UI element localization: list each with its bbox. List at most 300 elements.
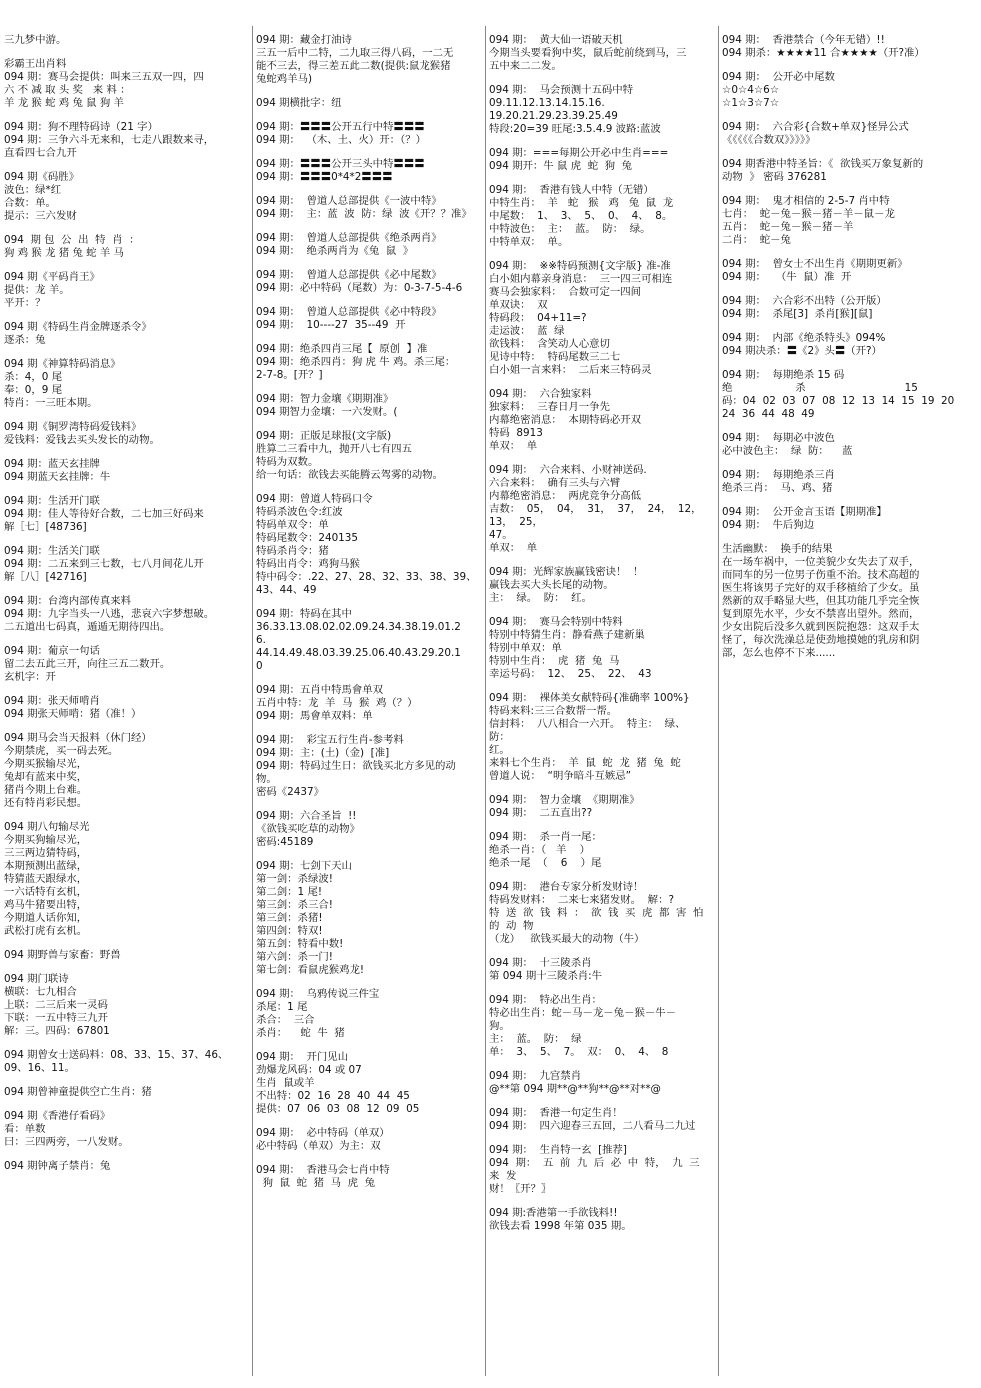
text-line: 094 期： 曾道人总部提供《必中特段》 [256, 306, 442, 318]
text-line: 094 期开：牛 鼠 虎 蛇 狗 兔 [489, 160, 633, 172]
text-line: 094 期《码胜》 [4, 171, 80, 183]
text-line: 094 期： 四六迎春三五回，二八看马二九过 [489, 1120, 696, 1132]
text-line: 兔蛇鸡羊马) [256, 73, 313, 85]
text-block [256, 988, 479, 1040]
text-line: 094 期：蓝天玄挂牌 [4, 458, 100, 470]
text-line: 094 期《神算特码消息》 [4, 358, 121, 370]
text-line: 不出特：02 16 28 40 44 45 [256, 1090, 410, 1102]
text-line: 密码:45189 [256, 836, 314, 848]
text-line: 第一剑：杀绿波! [256, 873, 333, 885]
text-block [4, 121, 246, 160]
text-block [722, 469, 977, 495]
text-block [489, 794, 712, 820]
text-line: 《《《《《合数双》》》》》 [722, 134, 816, 146]
text-line: 今期禁虎，买一码去死。 [4, 745, 119, 757]
text-line: 密码《2437》 [256, 786, 325, 798]
text-line: 094 期： 每期绝杀三肖 [722, 469, 835, 481]
text-line: 094 期钟离子禁肖：兔 [4, 1160, 111, 1172]
text-line: 特中码令：.22、27、28、32、33、38、39、 [256, 571, 477, 583]
text-line: 094 期： ※※特码预测{文字版} 准-准 [489, 260, 671, 272]
text-line: 特码杀肖令：猪 [256, 545, 329, 557]
text-line: 094 期：七剑下天山 [256, 860, 352, 872]
text-line: 中特生肖： 羊 蛇 猴 鸡 兔 鼠 龙 [489, 197, 674, 209]
text-line: （龙） 欲钱买最大的动物（牛） [489, 933, 645, 945]
text-line: 094 期横批字：纽 [256, 97, 342, 109]
text-line: 09.11.12.13.14.15.16. [489, 97, 605, 109]
text-line: 复到原先水平，少女不禁喜出望外。然而， [722, 608, 920, 620]
text-block [256, 97, 479, 110]
text-line: 094 期：六合圣旨 !! [256, 810, 357, 822]
text-line: 094 期：光辉家族赢钱密诀！ ！ [489, 566, 644, 578]
text-block [722, 332, 977, 358]
text-block [4, 1086, 246, 1099]
text-block [4, 171, 246, 223]
text-line: 兔却有蓝来中奖， [4, 771, 88, 783]
text-line: 特段:20=39 旺尾:3.5.4.9 波路:蓝波 [489, 123, 661, 135]
text-block [4, 545, 246, 584]
text-line: 特码 8913 [489, 427, 543, 439]
text-line: 094 期： 裸体美女献特码{准确率 100%} [489, 692, 690, 704]
text-line: 094 期：智力金壤《期期准》 [256, 393, 394, 405]
text-block [722, 369, 977, 421]
text-line: 第 094 期十三陵杀肖:牛 [489, 970, 603, 982]
text-line: 19.20.21.29.23.39.25.49 [489, 110, 618, 122]
text-line: 特码尾数令：240135 [256, 532, 359, 544]
text-block [489, 1144, 712, 1196]
text-line: 特码杀波色令:红波 [256, 506, 343, 518]
text-block [489, 1107, 712, 1133]
text-line: 094 期： 特必出生肖： [489, 994, 602, 1006]
text-line: 094 期： 曾道人总部提供《必中尾数》 [256, 269, 442, 281]
text-block [256, 1127, 479, 1153]
text-block [489, 388, 712, 453]
text-line: 094 期 包 公 出 特 肖 ： [4, 234, 140, 246]
text-line: 2-7-8。[开？] [256, 369, 323, 381]
text-block [4, 1110, 246, 1149]
text-line: 094 期《铜罗湾特码爱钱料》 [4, 421, 142, 433]
text-line: 094 期：曾道人特码口令 [256, 493, 373, 505]
text-line: 094 期： 六合独家料 [489, 388, 592, 400]
text-block [256, 393, 479, 419]
text-line: 094 期：〓〓〓公开三头中特〓〓〓 [256, 158, 425, 170]
text-line: 094 期： 牛后狗边 [722, 519, 815, 531]
text-line: 生肖 鼠或羊 [256, 1077, 315, 1089]
text-block [256, 195, 479, 221]
text-line: 必中特码（单双）为主：双 [256, 1140, 381, 1152]
text-line: 猪肖今期上台难。 [4, 784, 88, 796]
text-line: 094 期： 港台专家分析发财诗！ [489, 881, 644, 893]
text-block [256, 493, 479, 597]
text-line: 提供：07 06 03 08 12 09 05 [256, 1103, 420, 1115]
text-block [489, 260, 712, 377]
text-line: 中特波色： 主： 蓝。 防： 绿。 [489, 223, 651, 235]
text-line: 094 期：佳人等待好合数，二七加三好码来 [4, 508, 204, 520]
text-line: 中特单双： 单。 [489, 236, 569, 248]
text-line: 36.33.13.08.02.02.09.24.34.38.19.01.2 [256, 621, 461, 633]
text-block [489, 831, 712, 870]
text-line: 曰：三四两旁，一八发财。 [4, 1136, 129, 1148]
text-line: 解：三。四码：67801 [4, 1025, 110, 1037]
text-block [256, 269, 479, 295]
text-block [722, 432, 977, 458]
column-1 [0, 0, 250, 1388]
text-line: 094 期： 公开金言玉语【期期准】 [722, 506, 887, 518]
text-line: 给一句话：欲钱去买能腾云驾雾的动物。 [256, 469, 444, 481]
text-line: 094 期： 马会预测十五码中特 [489, 84, 634, 96]
text-line: 提示：三六发财 [4, 210, 77, 222]
text-line: 七肖： 蛇－兔－猴－猪－羊－鼠－龙 [722, 208, 895, 220]
text-block [256, 158, 479, 184]
text-block [489, 616, 712, 681]
text-line: 094 期： （牛 鼠）准 开 [722, 271, 852, 283]
text-line: 094 期：正版足球报(文字版) [256, 430, 392, 442]
text-line: 绝杀一肖：（ 羊 ） [489, 844, 591, 856]
text-line: 横联：七九相合 [4, 986, 77, 998]
text-line: 本期预测出蓝绿， [4, 860, 88, 872]
text-block [256, 734, 479, 799]
text-line: 医生将该男子完好的双手移植给了少女。虽 [722, 582, 920, 594]
text-block [256, 306, 479, 332]
text-block [489, 881, 712, 946]
text-line: 单双： 单 [489, 542, 538, 554]
text-line: 094 期：狗不理特码诗（21 字） [4, 121, 158, 133]
text-line: 第三剑：杀猪! [256, 912, 323, 924]
text-line: ☆1☆3☆7☆ [722, 97, 780, 109]
text-line: 幸运号码： 12、 25、 22、 43 [489, 668, 652, 680]
text-line: 特猜蓝天跟绿水， [4, 873, 88, 885]
text-line: 彩霸王出肖料 [4, 58, 67, 70]
text-line: 6. [256, 634, 266, 646]
text-line: 特必出生肖：蛇－马－龙－兔－猴－牛－ [489, 1007, 677, 1019]
text-block [489, 566, 712, 605]
text-line: 第四剑：特双! [256, 925, 323, 937]
text-block [4, 732, 246, 810]
text-block [4, 234, 246, 260]
text-block [256, 1051, 479, 1116]
text-line: 单双诀： 双 [489, 299, 548, 311]
text-line: 094 期《平码肖王》 [4, 271, 100, 283]
text-line: 47。 [489, 529, 513, 541]
text-block [4, 973, 246, 1038]
text-line: 欲钱料： 含笑动人心意切 [489, 338, 610, 350]
text-line: 一六话特有玄机， [4, 886, 88, 898]
text-line: 094 期： （木、土、火）开：（？） [256, 134, 427, 146]
text-line: 094 期： 赛马会特别中特料 [489, 616, 623, 628]
text-line: 094 期曾女士送码料：08、33、15、37、46、 [4, 1049, 229, 1061]
text-line: 094 期：绝杀四肖三尾【 原创 】准 [256, 343, 428, 355]
text-block [489, 84, 712, 136]
text-line: 三九梦中游。 [4, 34, 67, 46]
text-block [489, 692, 712, 783]
text-block [256, 810, 479, 849]
text-line: 094 期：二五来到三七数，七八月间花儿开 [4, 558, 204, 570]
text-line: 看：单数 [4, 1123, 46, 1135]
text-line: 《欲钱买吃草的动物》 [256, 823, 360, 835]
text-line: 094 期： 彩宝五行生肖-参考料 [256, 734, 404, 746]
text-line: 094 期： 鬼才相信的 2-5-7 肖中特 [722, 195, 890, 207]
text-line: 白小姐内幕亲身消息： 三一四三可相连 [489, 273, 673, 285]
text-line: 094 期：特码过生日：欲钱买北方多见的动 [256, 760, 456, 772]
text-line: 合数：单。 [4, 197, 56, 209]
text-line: 绝杀三肖： 马、鸡、猪 [722, 482, 833, 494]
text-block [256, 1164, 479, 1190]
text-line: 094 期马会当天报料（休门经） [4, 732, 152, 744]
text-line: 094 期： 曾道人总部提供《绝杀两肖》 [256, 232, 442, 244]
text-block [4, 949, 246, 962]
text-line: 094 期： 六合彩{合数+单双}怪异公式 [722, 121, 909, 133]
text-block [489, 994, 712, 1059]
text-line: 单双： 单 [489, 440, 538, 452]
text-line: 094 期： 香港禁合（今年无错）!! [722, 34, 885, 46]
text-line: 094 期： 六合彩不出特（公开版） [722, 295, 887, 307]
text-block [722, 258, 977, 284]
text-line: 还有特肖彩民想。 [4, 797, 88, 809]
text-line: 平开：？ [4, 297, 46, 309]
text-line: 094 期野兽与家畜：野兽 [4, 949, 121, 961]
text-line: 094 期： 十三陵杀肖 [489, 957, 592, 969]
text-line: 二五道出七码真，遁遁无期待四出。 [4, 621, 171, 633]
text-line: 独家料： 三春日月一争先 [489, 401, 610, 413]
text-line: 单： 3、 5、 7。 双： 0、 4、 8 [489, 1046, 669, 1058]
text-line: 094 期： 必中特码（单双） [256, 1127, 390, 1139]
text-line: 094 期：生活关门联 [4, 545, 100, 557]
text-block [722, 506, 977, 532]
text-line: 吉数： 05， 04， 31， 37， 24， 12， 13， 25， [489, 503, 709, 528]
text-line: 爱钱料：爱钱去买头发长的动物。 [4, 434, 160, 446]
text-line: 094 期：馬會单双料：单 [256, 710, 373, 722]
text-line: 094 期：特码在其中 [256, 608, 352, 620]
text-line: 提供：龙 羊。 [4, 284, 70, 296]
text-block [4, 421, 246, 447]
text-block [4, 1049, 246, 1075]
text-line: 物。 [256, 773, 277, 785]
text-line: 094 期： 香港一句定生肖！ [489, 1107, 623, 1119]
text-line: 094 期：张天师啃肖 [4, 695, 100, 707]
text-line: 码：04 02 03 07 08 12 13 14 15 19 20 [722, 395, 955, 407]
text-line: 内幕绝密消息： 本期特码必开双 [489, 414, 642, 426]
text-line: 094 期： 智力金壤 《期期准》 [489, 794, 640, 806]
text-line: 解［七］[48736] [4, 521, 87, 533]
text-block [4, 458, 246, 484]
text-line: 解［八］[42716] [4, 571, 87, 583]
text-line: 特别中特猜生肖：静看燕子建新巢 [489, 629, 645, 641]
text-line: 劲爆龙风码：04 或 07 [256, 1064, 362, 1076]
text-line: 赢钱去买大头长尾的动物。 [489, 579, 614, 591]
text-line: 能不三去，得三差五此二数(提供:鼠龙猴猪 [256, 60, 451, 72]
text-block [256, 34, 479, 86]
text-block [4, 821, 246, 938]
text-line: 狗 鸡 猴 龙 猪 兔 蛇 羊 马 [4, 247, 124, 259]
text-line: 0 [256, 660, 263, 672]
text-line: 094 期： 六合来料、小财神送码. [489, 464, 647, 476]
text-line: 094 期八句输尽光 [4, 821, 90, 833]
text-block [4, 34, 246, 47]
text-line: 094 期决杀：〓《2》头〓（开?） [722, 345, 882, 357]
text-line: 094 期：九字当头一八逃，悲哀六字梦想破。 [4, 608, 215, 620]
text-line: 094 期：五肖中特馬會单双 [256, 684, 384, 696]
text-block [722, 295, 977, 321]
text-line: 走运波： 蓝 绿 [489, 325, 565, 337]
text-line: 今期当头要看狗中奖，鼠后蛇前绕到马，三 [489, 47, 687, 59]
text-line: 五肖中特：龙 羊 马 猴 鸡（？） [256, 697, 418, 709]
text-line: 内幕绝密消息： 两虎竞争分高低 [489, 490, 642, 502]
text-block [489, 1207, 712, 1233]
text-block [4, 695, 246, 721]
text-line: 今期道人话你知， [4, 912, 88, 924]
text-line: 怪了，每次洗澡总是使劲地摸她的乳房和阴 [722, 634, 920, 646]
text-line: 白小姐一言来料： 二后来三特码灵 [489, 364, 652, 376]
column-4 [718, 0, 981, 1388]
text-block [489, 184, 712, 249]
text-line: 中尾数： 1、 3、 5、 0、 4、 8。 [489, 210, 673, 222]
text-line: 094 期： 曾女士不出生肖《期期更新》 [722, 258, 908, 270]
text-line: 094 期： 香港马会七肖中特 [256, 1164, 390, 1176]
text-line: 094 期： 生肖特一玄 [推荐] [489, 1144, 627, 1156]
text-line: 特别中单双：单 [489, 642, 562, 654]
text-line: 特码发财料： 二来七来猪发财。 解：? [489, 894, 674, 906]
text-line: 094 期杀：★★★★11 合★★★★（开?准） [722, 47, 925, 59]
text-line: 羊 龙 猴 蛇 鸡 兔 鼠 狗 羊 [4, 97, 124, 109]
text-line: 而同车的另一位男子伤重不治。技术高超的 [722, 569, 920, 581]
text-line: 094 期： 每期绝杀 15 码 [722, 369, 845, 381]
text-line: 094 期：生活开门联 [4, 495, 100, 507]
text-block [722, 71, 977, 110]
text-line: 094 期： 杀一肖一尾： [489, 831, 602, 843]
text-line: 五中来二二发。 [489, 60, 562, 72]
text-line: 第二剑：1 尾! [256, 886, 323, 898]
text-line: 曾道人说： “明争暗斗互嫉忌” [489, 770, 632, 782]
text-block [722, 34, 977, 60]
text-line: 094 期： 九宫禁肖 [489, 1070, 582, 1082]
text-line: 武松打虎有玄机。 [4, 925, 88, 937]
text-line: 特 送 欲 钱 料 ： 欲 钱 买 虎 都 害 怕 的 动 物 [489, 907, 710, 932]
text-line: 逐杀：兔 [4, 334, 46, 346]
text-line: 094 期：藏金打油诗 [256, 34, 352, 46]
text-line: 六 不 减 取 头 奖 来 料 ： [4, 84, 131, 96]
text-line: 094 期： 每期必中波色 [722, 432, 835, 444]
text-line: 直看四七合九开 [4, 147, 77, 159]
text-block [256, 232, 479, 258]
text-block [489, 1070, 712, 1096]
text-line: 094 期：===每期公开必中生肖=== [489, 147, 669, 159]
column-2 [252, 0, 483, 1388]
column-3 [485, 0, 716, 1388]
text-block [722, 121, 977, 147]
text-line: 094 期：绝杀四肖：狗 虎 牛 鸡。杀三尾： [256, 356, 456, 368]
text-line: 094 期： 香港有钱人中特（无错） [489, 184, 654, 196]
text-line: 六合来料： 确有三头与六臂 [489, 477, 621, 489]
text-line: 094 期张天师啃：猪（准！） [4, 708, 142, 720]
text-line: 赛马会独家料： 合数可定一四间 [489, 286, 642, 298]
text-line: 红。 [489, 744, 510, 756]
text-line: 第七剑：看鼠虎猴鸡龙! [256, 964, 365, 976]
text-block [489, 464, 712, 555]
text-block [4, 58, 246, 110]
text-line: 094 期： 主：蓝 波 防：绿 波《开？？准》 [256, 208, 472, 220]
text-line: 玄机字：开 [4, 671, 56, 683]
text-line: 少女出院后没多久就到医院抱怨：这双手太 [722, 621, 920, 633]
text-line: 特肖：一三旺本期。 [4, 397, 98, 409]
text-line: 094 期：赛马会提供：叫来三五双一四，四 [4, 71, 204, 83]
text-line: 动物 》 密码 376281 [722, 171, 827, 183]
text-line: 波色：绿*红 [4, 184, 62, 196]
text-block [256, 121, 479, 147]
text-line: 来料七个生肖： 羊 鼠 蛇 龙 猪 兔 蛇 [489, 757, 681, 769]
text-line: 欲钱去看 1998 年第 035 期。 [489, 1220, 632, 1232]
text-line: 特码为双数。 [256, 456, 319, 468]
text-line: 094 期： 开门见山 [256, 1051, 349, 1063]
text-block [722, 158, 977, 184]
text-line: 094 期： 乌鸦传说三件宝 [256, 988, 380, 1000]
text-line: 094 期： 内部《绝杀特头》094% [722, 332, 886, 344]
text-line: 杀合： 三合 [256, 1014, 315, 1026]
text-line: 24 36 44 48 49 [722, 408, 815, 420]
text-line: 财！〖开？〗 [489, 1183, 552, 1195]
text-line: 然新的双手略显大些，但其功能几乎完全恢 [722, 595, 920, 607]
text-block [489, 34, 712, 73]
text-line: 09、16、11。 [4, 1062, 75, 1074]
text-line: 杀：4，0 尾 [4, 371, 63, 383]
text-line: 第三剑：杀三合! [256, 899, 333, 911]
text-line: 杀尾：1 尾 [256, 1001, 308, 1013]
text-line: 今期买猴输尽光， [4, 758, 88, 770]
text-line: 狗。 [489, 1020, 510, 1032]
text-block [722, 195, 977, 247]
text-line: 留二去五此三开，向往三五二数开。 [4, 658, 171, 670]
text-line: 部，怎么也停不下来...... [722, 647, 836, 659]
text-line: 094 期香港中特圣旨：《 欲钱买万象复新的 [722, 158, 924, 170]
text-line: 094 期： 二五直出?? [489, 807, 593, 819]
text-line: 094 期门联诗 [4, 973, 69, 985]
text-line: 094 期：主：(土)（金) [准] [256, 747, 390, 759]
text-line: 五肖： 蛇－兔－猴－猪－羊 [722, 221, 854, 233]
text-line: 094 期：三争六斗无来和，七走八跟数来寻， [4, 134, 215, 146]
text-line: 44.14.49.48.03.39.25.06.40.43.29.20.1 [256, 647, 461, 659]
text-line: 见诗中特： 特码尾数三二七 [489, 351, 621, 363]
text-line: 绝 杀 15 [722, 382, 918, 394]
text-line: 094 期：〓〓〓0*4*2〓〓〓 [256, 171, 393, 183]
text-line: 094 期:香港第一手欲钱料!! [489, 1207, 618, 1219]
text-line: 必中波色主： 绿 防： 蓝 [722, 445, 853, 457]
text-line: 奉：0，9 尾 [4, 384, 63, 396]
text-line: 094 期：〓〓〓公开五行中特〓〓〓 [256, 121, 425, 133]
text-block [256, 860, 479, 977]
text-line: 094 期： 杀尾[3] 杀肖[猴][鼠] [722, 308, 873, 320]
text-line: 三五一后中二特，二九取三得八码，一二无 [256, 47, 454, 59]
text-line: 胜算二三看中九，抛开八七有四五 [256, 443, 412, 455]
text-line: 绝杀一尾 （ 6 ）尾 [489, 857, 602, 869]
text-line: 特码段： 04+11=? [489, 312, 587, 324]
text-line: 094 期：必中特码（尾数）为：0-3-7-5-4-6 [256, 282, 463, 294]
text-block [4, 271, 246, 310]
text-block [256, 608, 479, 673]
text-line: 094 期智力金壤：一六发财。( [256, 406, 398, 418]
text-line: 特码出肖令：鸡狗马猴 [256, 558, 360, 570]
text-line: 特码单双令：单 [256, 519, 329, 531]
text-line: 今期买狗输尽光， [4, 834, 88, 846]
text-block [4, 595, 246, 634]
text-line: 094 期： 曾道人总部提供《一波中特》 [256, 195, 442, 207]
text-line: 信封料： 八八相合一六开。 特主： 绿、 防： [489, 718, 693, 743]
text-line: 主： 绿。 防： 红。 [489, 592, 592, 604]
text-line: 上联：二三后来一灵码 [4, 999, 108, 1011]
text-line: 094 期曾神童提供空亡生肖：猪 [4, 1086, 152, 1098]
text-line: 在一场车祸中，一位美貌少女失去了双手， [722, 556, 920, 568]
text-line: 狗 鼠 蛇 猪 马 虎 兔 [256, 1177, 375, 1189]
text-line: 094 期：葡京一句话 [4, 645, 100, 657]
text-line: 下联：一五中特三九开 [4, 1012, 108, 1024]
text-line: 特码来料:三三合数帮一帮。 [489, 705, 618, 717]
